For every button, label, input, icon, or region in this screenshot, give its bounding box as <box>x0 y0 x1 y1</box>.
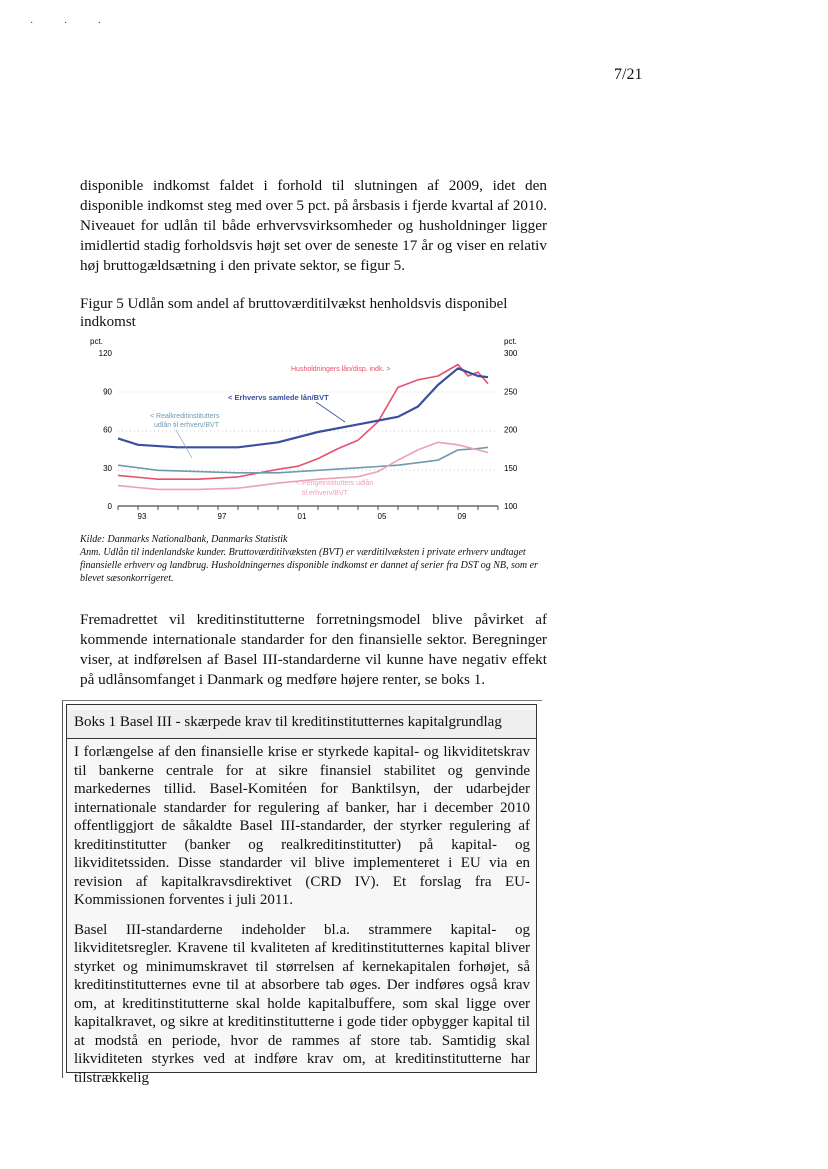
left-tick-label: 0 <box>107 502 112 511</box>
right-tick-label: 100 <box>504 502 518 511</box>
left-axis-unit: pct. <box>90 337 103 346</box>
paragraph-intro: disponible indkomst faldet i forhold til slutningen af 2009, idet den disponible indkomst steg med over 5 pct. på årsbasis i fjerde kvartal af 2010. Niveauet for udlån til både erhvervsvirksomheder og husholdninger ligger imidlertid stadig forholdsvis højt set over de seneste 17 år og viser en relativ høj bruttogældsætning i den private sektor, se figur 5. <box>80 177 547 274</box>
series-line-2 <box>118 368 488 447</box>
line-chart <box>80 336 530 526</box>
box-1 <box>66 704 537 1086</box>
figure-note: Anm. Udlån til indenlandske kunder. Bruttoværditilvæksten (BVT) er værditilvæksten i private erhverv undtaget finansielle erhverv og landbrug. Husholdningernes disponible indkomst er dannet af serier fra DST og NB, som er blevet sæsonkorrigeret. <box>80 547 538 584</box>
left-tick-label: 120 <box>98 349 112 358</box>
x-tick-label: 97 <box>217 512 227 521</box>
right-tick-label: 300 <box>504 349 518 358</box>
left-tick-label: 60 <box>103 425 112 435</box>
right-tick-label: 250 <box>504 387 518 397</box>
box-paragraph-2: Basel III-standarderne indeholder bl.a. strammere kapital- og likviditetsregler. Kravene til kvaliteten af kreditinstitutternes kapital bliver styrket og minimumskravet til størrelsen af kernekapitalen forhøjet, så kreditinstitutternes evne til at absorbere tab øges. Der indføres også krav om, at kreditinstitutterne skal holde kapitalbuffere, som skal ligge over kapitalkravet, og sikre at kreditinstitutterne i gode tider opbygger kapital til at modstå en periode, hvor de rammes af store tab. Samtidig skal likviditeten styrkes ved at indføre krav om, at kreditinstitutterne har tilstrækkelig <box>74 921 530 1086</box>
label-erhvervs: < Erhvervs samlede lån/BVT <box>228 393 329 402</box>
label-realkredit-pointer <box>176 430 192 458</box>
left-tick-label: 30 <box>103 463 112 473</box>
paragraph-basel: Fremadrettet vil kreditinstitutterne forretningsmodel blive påvirket af kommende internationale standarder for den finansielle sektor. Beregninger viser, at indførelsen af Basel III-standarderne vil kunne have negativ effekt på udlånsomfanget i Danmark og medføre højere renter, se boks 1. <box>80 611 547 688</box>
label-penge-line1: < Pengeinstitutters udlån <box>296 480 374 487</box>
x-tick-label: 93 <box>137 512 147 521</box>
scan-border-top <box>62 700 542 701</box>
label-realkredit-line2: udlån til erhverv/BVT <box>154 422 219 429</box>
page-number: 7/21 <box>614 66 643 83</box>
right-tick-label: 200 <box>504 425 518 435</box>
scan-marks: · · · <box>30 18 115 29</box>
label-penge-line2: til erhverv/BVT <box>302 490 348 497</box>
x-tick-label: 05 <box>377 512 387 521</box>
box-paragraph-1: I forlængelse af den finansielle krise er styrkede kapital- og likviditetskrav til bankerne centrale for at sikre finansiel stabilitet og genvinde markedernes tillid. Basel-Komitéen for Banktilsyn, der udarbejder internationale standarder for regulering af banker, har i december 2010 offentliggjort de såkaldte Basel III-standarder, der styrker regulering af kreditinstitutter (banker og realkreditinstitutter) på kapital- og likviditetssiden. Disse standarder vil blive implementeret i EU via en revision af kapitalkravsdirektivet (CRD IV). Et forslag fra EU-Kommissionen forventes i juli 2011. <box>74 744 530 908</box>
box-title: Boks 1 Basel III - skærpede krav til kreditinstitutternes kapitalgrundlag <box>67 710 536 739</box>
x-tick-label: 01 <box>297 512 307 521</box>
figure-title: Figur 5 Udlån som andel af bruttoværditilvækst henholdsvis disponibel indkomst <box>80 296 508 330</box>
figure-notes <box>80 533 550 585</box>
left-tick-label: 90 <box>103 387 112 397</box>
label-husholdninger: Husholdningers lån/disp. indk. > <box>291 366 391 373</box>
figure-source: Kilde: Danmarks Nationalbank, Danmarks Statistik <box>80 534 288 545</box>
label-erhvervs-pointer <box>316 402 345 422</box>
scan-border-left <box>62 700 63 1078</box>
label-realkredit-line1: < Realkreditinstitutters <box>150 413 220 420</box>
right-axis-unit: pct. <box>504 337 517 346</box>
x-tick-label: 09 <box>457 512 467 521</box>
series-line-3 <box>118 447 488 473</box>
right-tick-label: 150 <box>504 463 518 473</box>
